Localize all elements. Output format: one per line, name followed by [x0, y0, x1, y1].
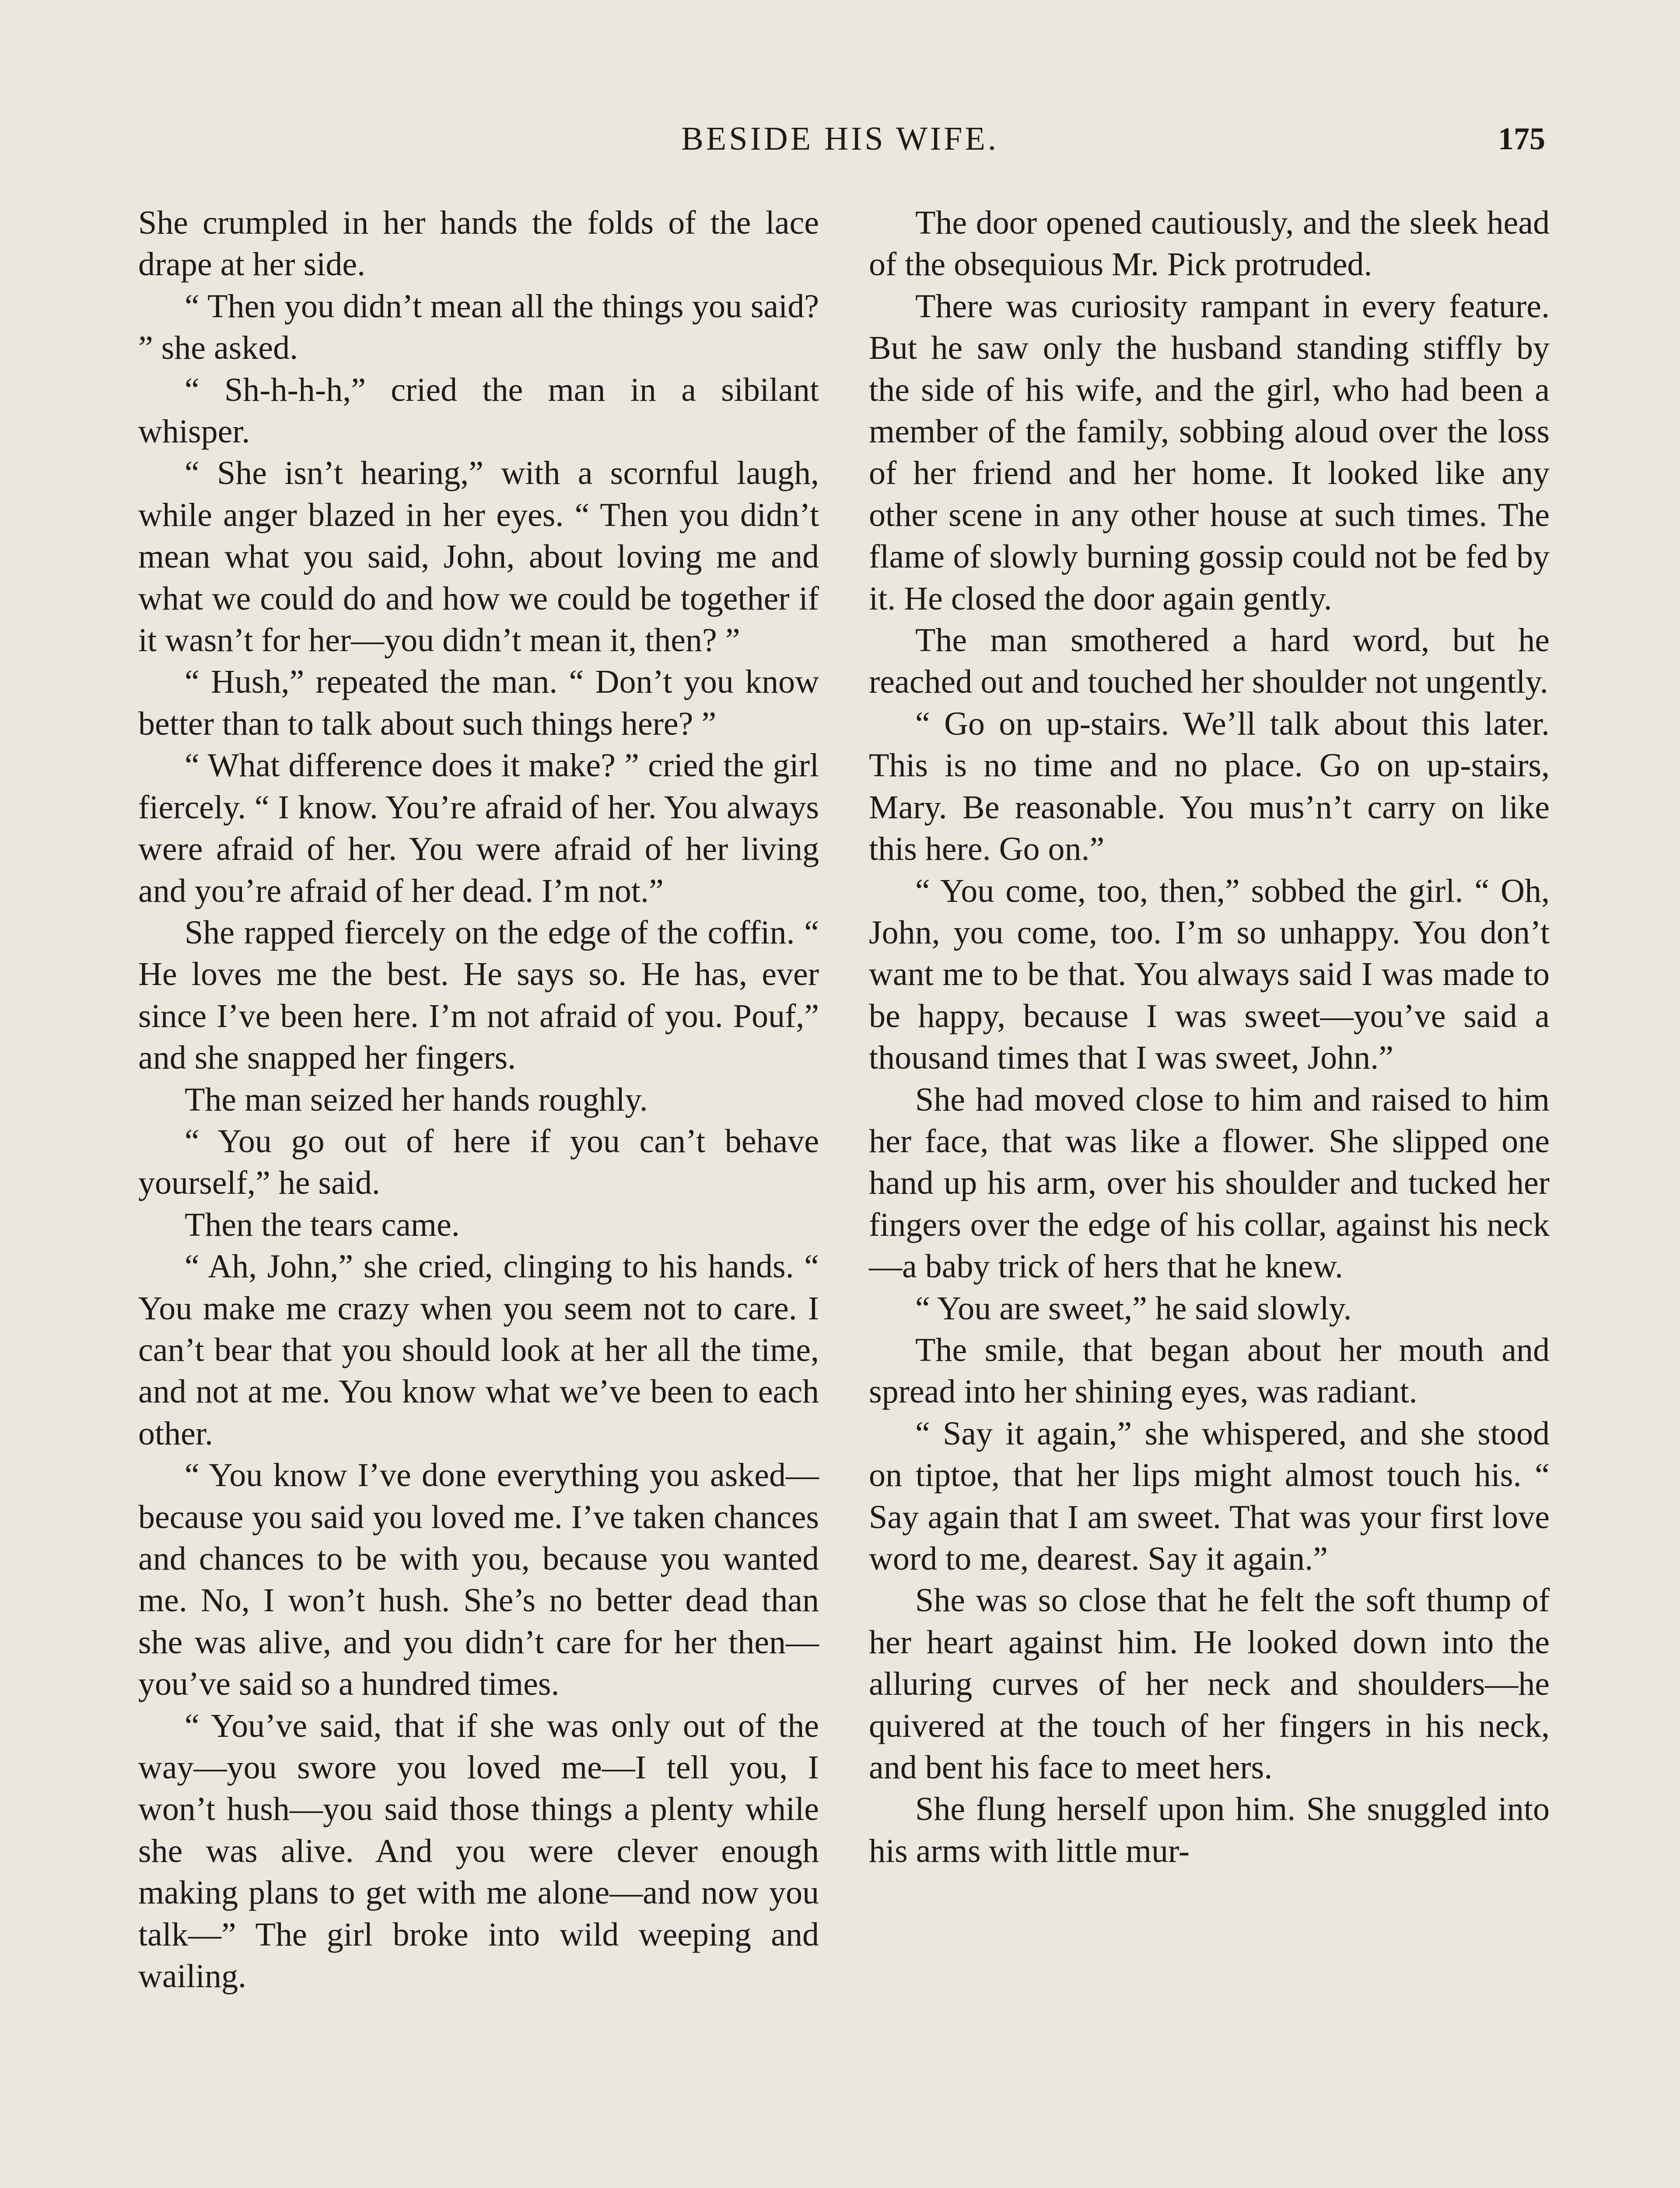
paragraph: “ You know I’ve done everything you asked—because you said you loved me. I’ve taken chances and chances to be with you, because you wanted me. No, I won’t hush. She’s no better dead than she was alive, and you didn’t care for her then—you’ve said so a hundred times.: [138, 1457, 819, 1703]
paragraph: Then the tears came.: [185, 1206, 460, 1243]
paragraph: “ What difference does it make? ” cried the girl fiercely. “ I know. You’re afraid of her. You always were afraid of her. You were afraid of her living and you’re afraid of her dead. I’m not.”: [138, 747, 819, 909]
paragraph: She rapped fiercely on the edge of the coffin. “ He loves me the best. He says so. He has, ever since I’ve been here. I’m not afraid of you. Pouf,” and she snapped her fingers.: [138, 914, 819, 1076]
paragraph: The man smothered a hard word, but he reached out and touched her shoulder not ungently.: [869, 622, 1550, 701]
paragraph: “ Ah, John,” she cried, clinging to his hands. “ You make me crazy when you seem not to care. I can’t bear that you should look at her all the time, and not at me. You know what we’ve been to each other.: [138, 1248, 819, 1452]
running-title: BESIDE HIS WIFE.: [681, 120, 999, 157]
paragraph: There was curiosity rampant in every feature. But he saw only the husband standing stiffly by the side of his wife, and the girl, who had been a member of the family, sobbing aloud over the loss of her friend and her home. It looked like any other scene in any other house at such times. The flame of slowly burning gossip could not be fed by it. He closed the door again gently.: [869, 288, 1550, 617]
page-header: [0, 115, 1680, 163]
paragraph: “ You’ve said, that if she was only out of the way—you swore you loved me—I tell you, I won’t hush—you said those things a plenty while she was alive. And you were clever enough making plans to get with me alone—and now you talk—” The girl broke into wild weeping and wailing.: [138, 1707, 819, 1995]
left-column: [138, 202, 819, 1997]
paragraph: “ Say it again,” she whispered, and she stood on tiptoe, that her lips might almost touch his. “ Say again that I am sweet. That was your first love word to me, dearest. Say it again.”: [869, 1415, 1550, 1577]
paragraph: She flung herself upon him. She snuggled into his arms with little mur-: [869, 1791, 1550, 1869]
paragraph: She had moved close to him and raised to him her face, that was like a flower. She slipped one hand up his arm, over his shoulder and tucked her fingers over the edge of his collar, against his neck—a baby trick of hers that he knew.: [869, 1081, 1550, 1285]
paragraph: She was so close that he felt the soft thump of her heart against him. He looked down into the alluring curves of her neck and shoulders—he quivered at the touch of her fingers in his neck, and bent his face to meet hers.: [869, 1582, 1550, 1786]
paragraph: “ You come, too, then,” sobbed the girl. “ Oh, John, you come, too. I’m so unhappy. You don’t want me to be that. You always said I was made to be happy, because I was sweet—you’ve said a thousand times that I was sweet, John.”: [869, 872, 1550, 1076]
paragraph: “ Go on up-stairs. We’ll talk about this later. This is no time and no place. Go on up-stairs, Mary. Be reasonable. You mus’n’t carry on like this here. Go on.”: [869, 705, 1550, 868]
right-column: [869, 202, 1550, 1872]
paragraph: “ You go out of here if you can’t behave yourself,” he said.: [138, 1122, 819, 1202]
paragraph: “ Hush,” repeated the man. “ Don’t you know better than to talk about such things here? ”: [138, 663, 819, 742]
paragraph: She crumpled in her hands the folds of the lace drape at her side.: [138, 204, 819, 283]
paragraph: The man seized her hands roughly.: [185, 1081, 648, 1118]
paragraph: “ You are sweet,” he said slowly.: [915, 1290, 1352, 1327]
paragraph: The smile, that began about her mouth and spread into her shining eyes, was radiant.: [869, 1331, 1550, 1410]
page-number: 175: [1498, 121, 1545, 156]
paragraph: The door opened cautiously, and the sleek head of the obsequious Mr. Pick protruded.: [869, 204, 1550, 283]
paragraph: “ Sh-h-h-h,” cried the man in a sibilant whisper.: [138, 371, 819, 450]
paragraph: “ Then you didn’t mean all the things you said? ” she asked.: [138, 288, 819, 367]
paragraph: “ She isn’t hearing,” with a scornful laugh, while anger blazed in her eyes. “ Then you didn’t mean what you said, John, about loving me and what we could do and how we could be together if it wasn’t for her—you didn’t mean it, then? ”: [138, 455, 819, 659]
